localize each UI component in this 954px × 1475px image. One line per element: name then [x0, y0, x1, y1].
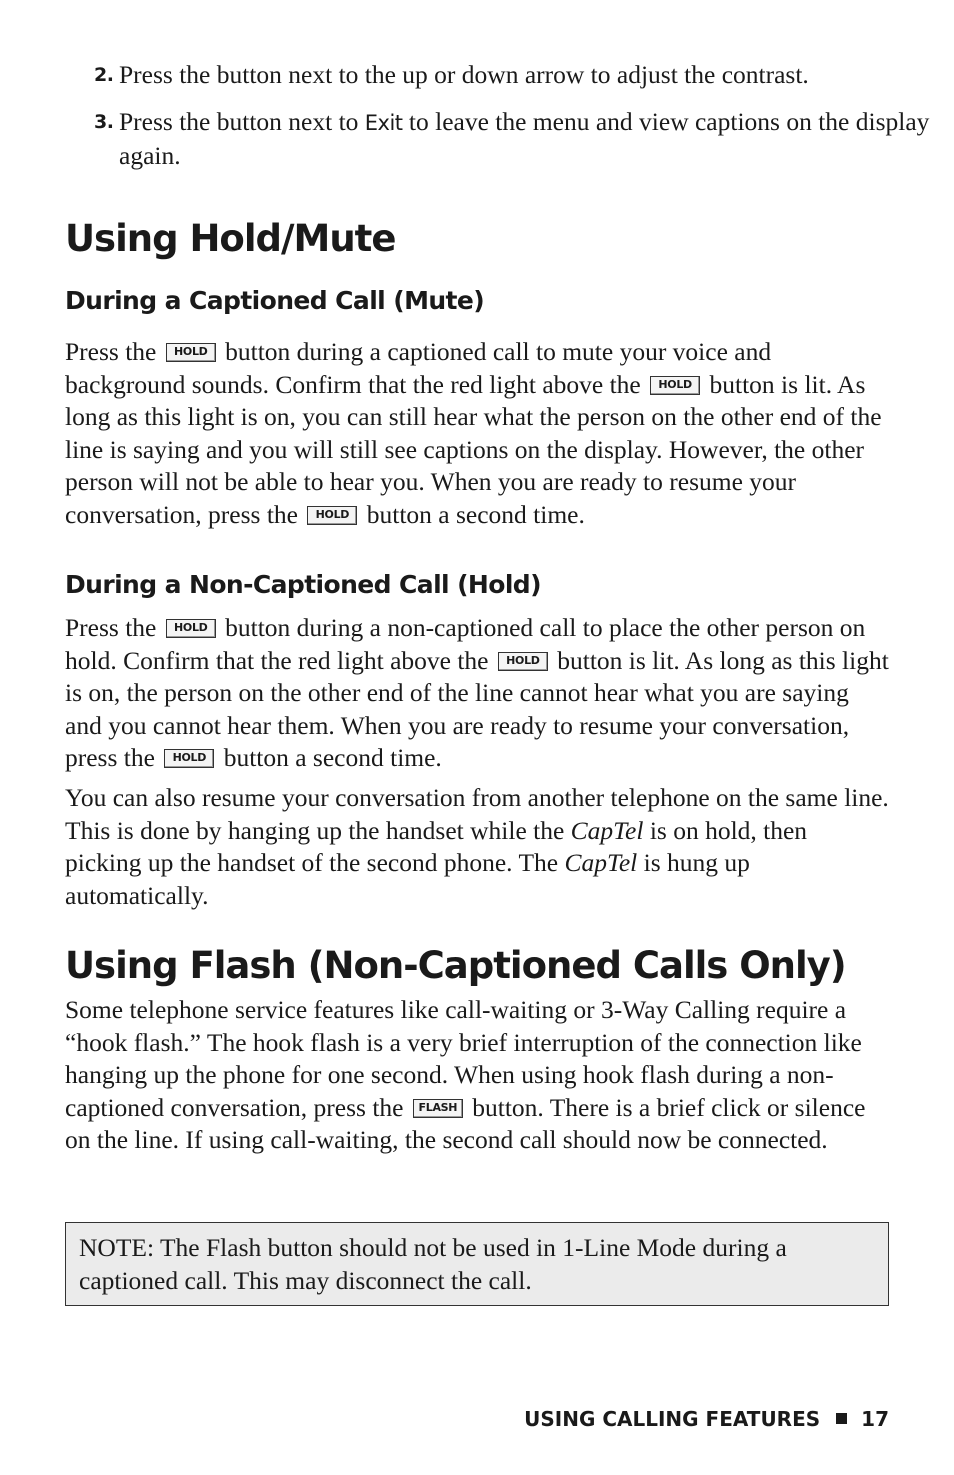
step-2: [65, 59, 943, 92]
mute-text-2: button during a captioned call to mute your voice and background sounds. Confirm that the red light above the: [65, 337, 772, 399]
hold-button-icon: HOLD: [650, 376, 700, 395]
step-2-number: 2.: [94, 64, 114, 86]
captel-brand: CapTel: [564, 848, 638, 877]
hold-heading: During a Non-Captioned Call (Hold): [65, 570, 541, 599]
step-3-number: 3.: [94, 111, 114, 133]
hold-text-1: Press the: [65, 613, 157, 642]
hold-button-icon: HOLD: [307, 506, 357, 525]
page-footer: [524, 1404, 889, 1434]
resume-text-1: You can also resume your conversation from another telephone on the same line. This is done by hanging up the handset while the: [65, 783, 889, 845]
hold-text-3: button is lit. As long as this light is on, the person on the other end of the line cannot hear what you are saying and you cannot hear them. When you are ready to resume your conversation, press the: [65, 645, 889, 772]
flash-text-2: button. There is a brief click or silence on the line. If using call-waiting, the second call should now be connected.: [65, 1092, 866, 1154]
footer-section-title: USING CALLING FEATURES: [524, 1407, 821, 1431]
step-3: [65, 106, 943, 172]
mute-heading: During a Captioned Call (Mute): [65, 286, 485, 315]
hold-button-icon: HOLD: [166, 343, 216, 362]
flash-button-icon: FLASH: [413, 1099, 463, 1118]
resume-paragraph: [65, 782, 889, 912]
square-bullet-icon: [836, 1413, 847, 1424]
hold-button-icon: HOLD: [164, 749, 214, 768]
hold-text-2: button during a non-captioned call to place the other person on hold. Confirm that the red light above the: [65, 613, 866, 675]
step-3-text-after: to leave the menu and view captions on the display again.: [119, 107, 930, 170]
captel-brand: CapTel: [570, 815, 644, 845]
exit-keyword: Exit: [364, 111, 403, 135]
hold-text-4: button a second time.: [223, 743, 442, 772]
mute-text-4: button a second time.: [366, 499, 585, 529]
note-text: NOTE: The Flash button should not be used in 1-Line Mode during a captioned call. This may disconnect the call.: [79, 1233, 787, 1295]
mute-paragraph: [65, 336, 889, 531]
step-3-text-before: Press the button next to: [119, 107, 365, 136]
hold-paragraph: [65, 612, 889, 775]
step-2-text: Press the button next to the up or down arrow to adjust the contrast.: [119, 60, 809, 89]
flash-paragraph: [65, 994, 889, 1157]
hold-button-icon: HOLD: [498, 652, 548, 671]
flash-title: Using Flash (Non-Captioned Calls Only): [65, 944, 846, 987]
resume-text-3: is hung up automatically.: [65, 848, 750, 910]
hold-mute-title: Using Hold/Mute: [65, 217, 396, 260]
mute-text-3: button is lit. As long as this light is on, you can still hear what the person on the other end of the line is saying and you will still see captions on the display. However, the other person will not be able to hear you. When you are ready to resume your conversation, press the: [65, 369, 882, 529]
hold-button-icon: HOLD: [166, 619, 216, 638]
note-box: [65, 1222, 889, 1306]
mute-text-1: Press the: [65, 337, 157, 366]
flash-text-1: Some telephone service features like call-waiting or 3-Way Calling require a “hook flash.” The hook flash is a very brief interruption of the connection like hanging up the phone for one second. When using hook flash during a non-captioned conversation, press the: [65, 995, 862, 1122]
page-number: 17: [861, 1407, 889, 1431]
resume-text-2: is on hold, then picking up the handset of the second phone. The: [65, 815, 808, 877]
